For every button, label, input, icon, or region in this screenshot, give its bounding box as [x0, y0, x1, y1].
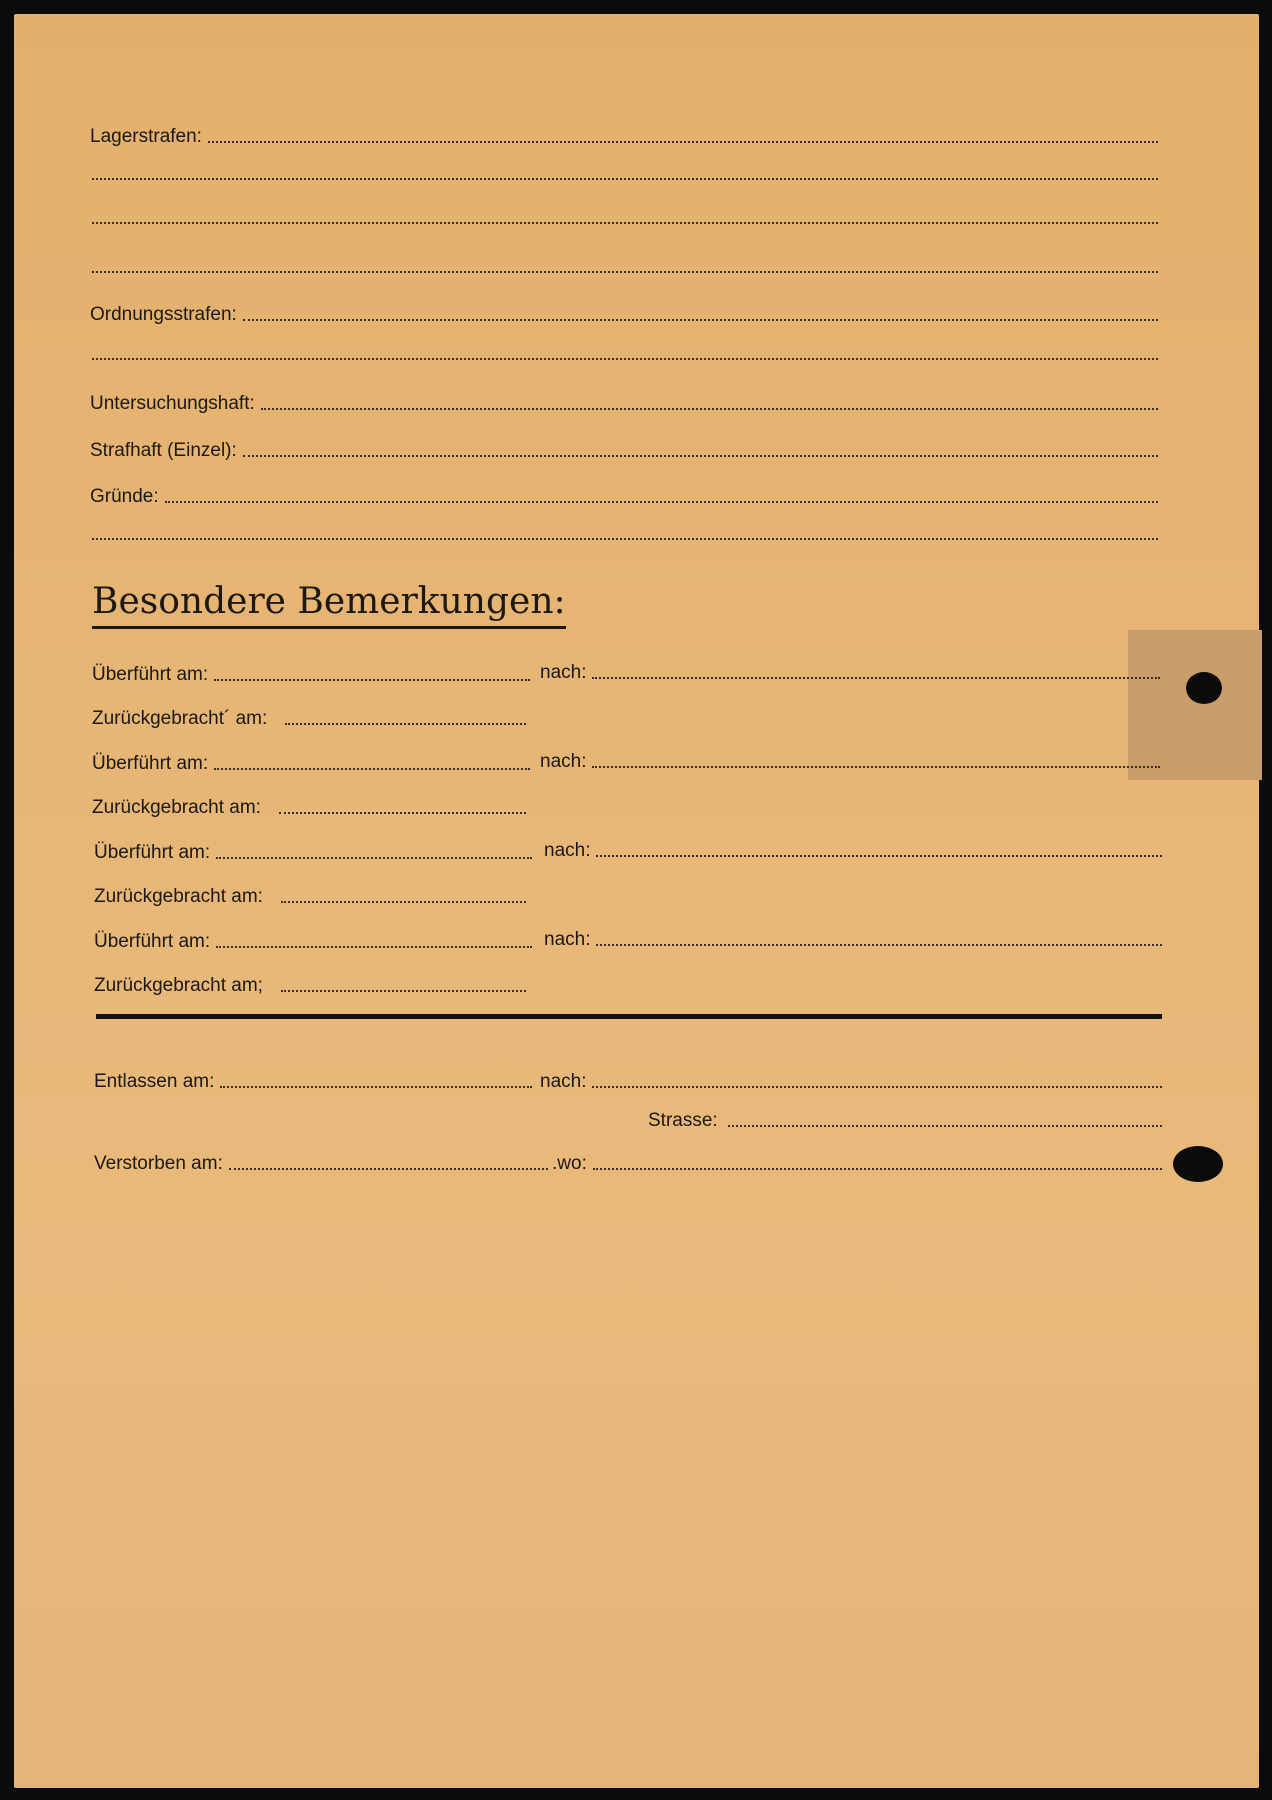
ueberfuehrt-label: Überführt am:	[94, 931, 211, 952]
zurueckgebracht-field[interactable]	[94, 971, 526, 997]
entlassen-field[interactable]	[94, 1067, 532, 1093]
ueberfuehrt-line	[214, 677, 530, 681]
nach-field[interactable]	[544, 836, 1162, 862]
ueberfuehrt-line	[214, 766, 530, 770]
strasse-field[interactable]	[648, 1106, 1162, 1132]
zurueckgebracht-field[interactable]	[94, 882, 526, 908]
ordnungsstrafen-field[interactable]	[90, 300, 1158, 326]
zurueckgebracht-field[interactable]	[92, 793, 526, 819]
ueberfuehrt-label: Überführt am:	[92, 664, 209, 685]
nach-label: nach:	[544, 840, 591, 861]
nach-line	[592, 675, 1160, 679]
wo-label: .wo:	[552, 1153, 587, 1174]
strafhaft-label: Strafhaft (Einzel):	[90, 440, 237, 461]
nach-line	[596, 942, 1162, 946]
zurueckgebracht-field[interactable]	[92, 704, 526, 730]
section-divider	[96, 1014, 1162, 1019]
release-nach-field[interactable]	[540, 1067, 1162, 1093]
lagerstrafen-label: Lagerstrafen:	[90, 126, 202, 147]
nach-label: nach:	[540, 751, 587, 772]
untersuchungshaft-field[interactable]	[90, 389, 1158, 415]
blank-line[interactable]	[92, 538, 1158, 540]
ueberfuehrt-field[interactable]	[94, 838, 532, 864]
nach-field[interactable]	[540, 658, 1160, 684]
remarks-heading: Besondere Bemerkungen:	[92, 582, 566, 629]
zurueckgebracht-line	[281, 899, 526, 903]
zurueckgebracht-line	[285, 721, 526, 725]
lagerstrafen-line	[208, 139, 1158, 143]
ueberfuehrt-field[interactable]	[94, 927, 532, 953]
release-nach-label: nach:	[540, 1071, 587, 1092]
nach-line	[596, 853, 1162, 857]
entlassen-label: Entlassen am:	[94, 1071, 215, 1092]
gruende-label: Gründe:	[90, 486, 159, 507]
blank-line[interactable]	[92, 222, 1158, 224]
zurueckgebracht-label: Zurückgebracht am:	[94, 886, 263, 907]
nach-field[interactable]	[540, 747, 1160, 773]
ueberfuehrt-field[interactable]	[92, 660, 530, 686]
verstorben-field[interactable]	[94, 1149, 548, 1175]
entlassen-line	[220, 1084, 532, 1088]
nach-line	[592, 764, 1160, 768]
lagerstrafen-field[interactable]	[90, 122, 1158, 148]
ueberfuehrt-label: Überführt am:	[94, 842, 211, 863]
nach-label: nach:	[540, 662, 587, 683]
ordnungsstrafen-line	[243, 317, 1158, 321]
punch-hole	[1173, 1146, 1223, 1182]
release-nach-line	[592, 1084, 1162, 1088]
zurueckgebracht-label: Zurückgebracht´ am:	[92, 708, 268, 729]
verstorben-label: Verstorben am:	[94, 1153, 223, 1174]
zurueckgebracht-label: Zurückgebracht am:	[92, 797, 261, 818]
ueberfuehrt-field[interactable]	[92, 749, 530, 775]
strafhaft-field[interactable]	[90, 436, 1158, 462]
strasse-label: Strasse:	[648, 1110, 718, 1131]
gruende-field[interactable]	[90, 482, 1158, 508]
strafhaft-line	[243, 453, 1158, 457]
strasse-line	[728, 1123, 1162, 1127]
zurueckgebracht-label: Zurückgebracht am;	[94, 975, 263, 996]
punch-hole	[1186, 672, 1222, 704]
nach-label: nach:	[544, 929, 591, 950]
verstorben-line	[229, 1166, 548, 1170]
untersuchungshaft-label: Untersuchungshaft:	[90, 393, 255, 414]
ueberfuehrt-line	[216, 944, 532, 948]
wo-line	[593, 1166, 1162, 1170]
blank-line[interactable]	[92, 271, 1158, 273]
ueberfuehrt-label: Überführt am:	[92, 753, 209, 774]
zurueckgebracht-line	[279, 810, 526, 814]
nach-field[interactable]	[544, 925, 1162, 951]
untersuchungshaft-line	[261, 406, 1158, 410]
blank-line[interactable]	[92, 358, 1158, 360]
zurueckgebracht-line	[281, 988, 526, 992]
ueberfuehrt-line	[216, 855, 532, 859]
gruende-line	[165, 499, 1158, 503]
blank-line[interactable]	[92, 178, 1158, 180]
wo-field[interactable]	[552, 1149, 1162, 1175]
ordnungsstrafen-label: Ordnungsstrafen:	[90, 304, 237, 325]
